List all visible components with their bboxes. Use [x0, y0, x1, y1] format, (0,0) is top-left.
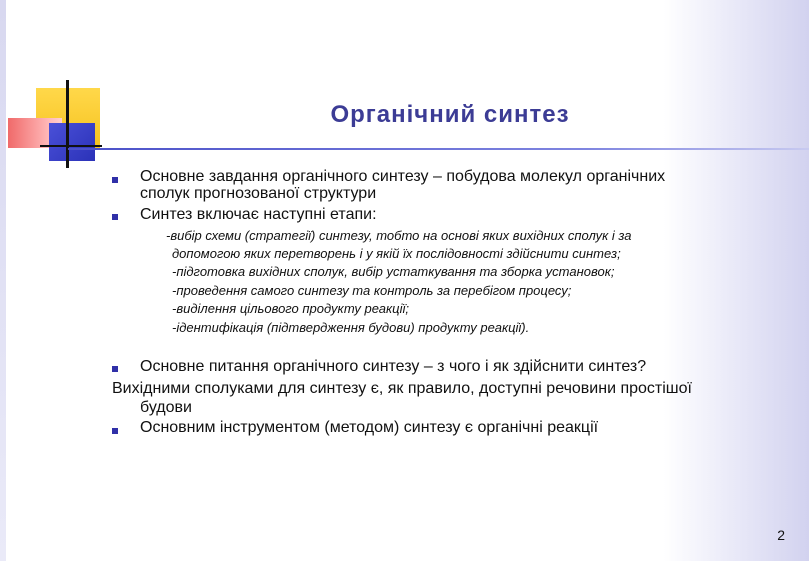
bullet-icon	[112, 177, 118, 183]
horizontal-line	[40, 145, 102, 147]
step-line: допомогою яких перетворень і у якій їх послідовності здійснити синтез;	[172, 246, 621, 261]
bullet-1-line-1: Основне завдання органічного синтезу – побудова молекул органічних	[140, 168, 666, 185]
step-line: -проведення самого синтезу та контроль за перебігом процесу;	[172, 283, 572, 298]
bullet-2-line-1: Синтез включає наступні етапи:	[140, 206, 377, 223]
vertical-line	[66, 80, 69, 168]
answer-line-1: Вихідними сполуками для синтезу є, як правило, доступні речовини простішої	[112, 380, 692, 397]
step-line: -виділення цільового продукту реакції;	[172, 301, 409, 316]
step-line: -підготовка вихідних сполук, вибір устаткування та зборка установок;	[172, 264, 615, 279]
title-underline	[68, 148, 809, 150]
bullet-1-line-2: сполук прогнозованої структури	[140, 185, 377, 202]
step-line: -вибір схеми (стратегії) синтезу, тобто на основі яких вихідних сполук і за	[166, 228, 632, 243]
blue-square	[49, 123, 95, 161]
page-number: 2	[777, 527, 785, 543]
slide-title: Органічний синтез	[330, 101, 570, 128]
bullet-icon	[112, 214, 118, 220]
step-line: -ідентифікація (підтвердження будови) продукту реакції).	[172, 320, 530, 335]
answer-line-2: будови	[140, 399, 192, 416]
question-text: Основне питання органічного синтезу – з чого і як здійснити синтез?	[140, 358, 647, 375]
bullet-icon	[112, 366, 118, 372]
last-bullet-text: Основним інструментом (методом) синтезу є органічні реакції	[140, 419, 599, 436]
bullet-icon	[112, 428, 118, 434]
